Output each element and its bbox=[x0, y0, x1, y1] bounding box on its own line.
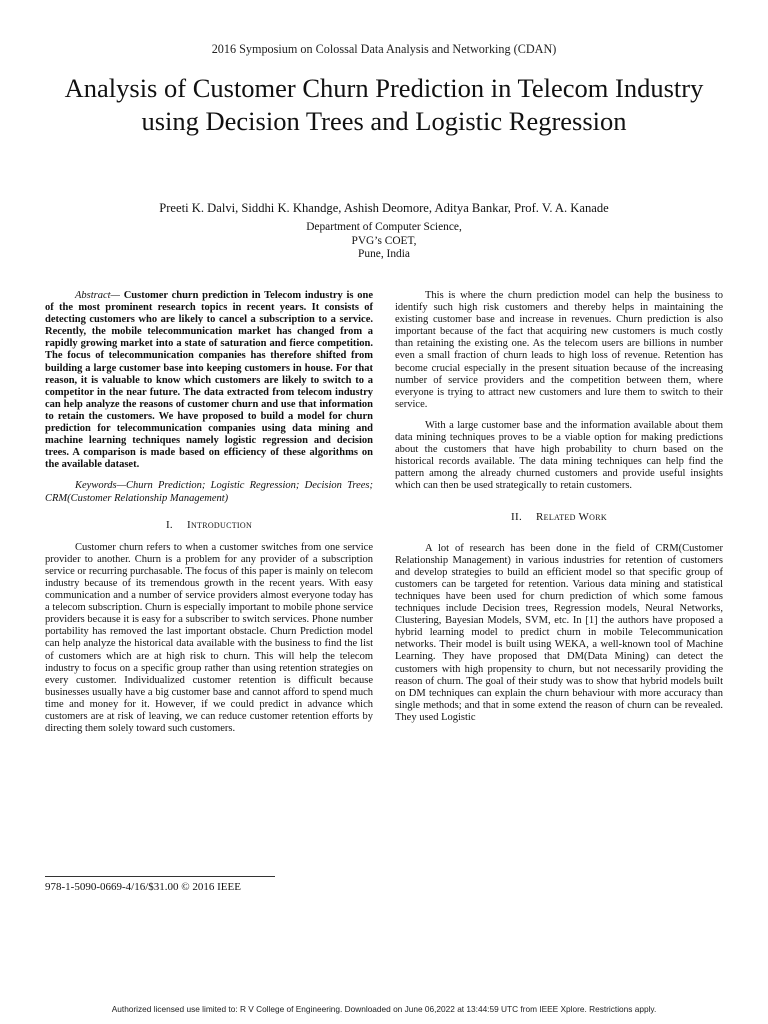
affiliation bbox=[0, 221, 768, 262]
section-title: Introduction bbox=[186, 518, 253, 531]
affiliation-city: Pune, India bbox=[358, 248, 410, 260]
abstract-lead: Abstract— bbox=[75, 290, 120, 301]
right-column bbox=[395, 290, 723, 733]
right-paragraph-1: This is where the churn prediction model can help the business to identify such high risk customers and thereby helps in maintaining the existing customer base and increase in revenues. Churn prediction is also important because of the fact that acquiring new customers is much costly than retaining the existing one. As the telecom users are billions in number even a small fraction of churn leads to high loss of revenue. Retention has become crucial especially in the present situation because of the increasing number of service providers and the competition between them, where everyone is trying to attract new customers and lure them to switch to their service. bbox=[395, 290, 723, 410]
footnote-divider bbox=[45, 876, 275, 877]
section-number: I. bbox=[165, 518, 173, 531]
keywords: Keywords—Churn Prediction; Logistic Regression; Decision Trees; CRM(Customer Relationship Management) bbox=[45, 480, 373, 504]
section-heading-introduction bbox=[45, 519, 373, 531]
abstract bbox=[45, 290, 373, 471]
author-list: Preeti K. Dalvi, Siddhi K. Khandge, Ashish Deomore, Aditya Bankar, Prof. V. A. Kanade bbox=[159, 201, 609, 215]
conference-header: 2016 Symposium on Colossal Data Analysis and Networking (CDAN) bbox=[211, 42, 557, 56]
right-paragraph-2: With a large customer base and the information available about them data mining techniques proves to be a viable option for making predictions about the customers that have high probability to churn based on the historical records available. The data mining techniques can help find the pattern among the already churned customers and provide useful insights which can then be used strategically to retain customers. bbox=[395, 419, 723, 492]
related-work-paragraph: A lot of research has been done in the field of CRM(Customer Relationship Management) in various industries for retention of customers and develop strategies to build an efficient model so that specific group of customers can be targeted for retention. Various data mining and statistical techniques have been used for churn prediction of which some famous techniques include Decision trees, Regression models, Neural Networks, Clustering, Bayesian Models, SVM, etc. In [1] the authors have proposed a hybrid learning model to predict churn in mobile Telecommunication networks. Their model is built using WEKA, a well-known tool of Machine Learning. They have proposed that DM(Data Mining) can detect the customers with high propensity to churn, but not necessarily providing the reason of churn. The goal of their study was to show that hybrid models built on DM techniques can explain the churn behaviour with more accuracy than single methods; and that in some extend the reason of churn can be revealed. They used Logistic bbox=[395, 542, 723, 723]
copyright-footnote: 978-1-5090-0669-4/16/$31.00 © 2016 IEEE bbox=[45, 881, 241, 893]
paper-title: Analysis of Customer Churn Prediction in Telecom Industry using Decision Trees and Logistic Regression bbox=[64, 73, 704, 136]
section-title: Related Work bbox=[536, 510, 607, 523]
left-column bbox=[45, 290, 373, 744]
section-number: II. bbox=[511, 510, 522, 523]
introduction-paragraph: Customer churn refers to when a customer switches from one service provider to another. Churn is a problem for any provider of a subscription service or recurring purchasable. The focus of this paper is mainly on telecom industry because of its tremendous growth in the recent years. With easy communication and a number of service providers almost everyone today has a telecom subscription. Churn is especially important to mobile phone service providers because it is easy for a subscriber to switch services. Phone number portability has removed the last important obstacle. Churn Prediction model can help analyze the historical data available with the business to find the list of customers which are at high risk to churn. This will help the telecom industry to focus on a specific group rather than using retention strategies on every customer. Individualized customer retention is difficult because businesses usually have a big customer base and cannot afford to spend much time and money for it. However, if we could predict in advance which customers are at risk of leaving, we can reduce customer retention efforts by directing them solely toward such customers. bbox=[45, 541, 373, 735]
abstract-text: Customer churn prediction in Telecom industry is one of the most prominent research topics in recent years. It consists of detecting customers who are likely to cancel a subscription to a service. Recently, the mobile telecommunication market has changed from a rapidly growing market into a state of saturation and fierce competition. The focus of telecommunication companies has therefore shifted from building a large customer base into keeping customers in house. For that reason, it is valuable to know which customers are likely to switch to a competitor in the near future. The data extracted from telecom industry can help analyze the reasons of customer churn and use that information to retain the customers. We have proposed to build a model for churn prediction for telecommunication companies using data mining and machine learning techniques namely logistic regression and decision trees. A comparison is made based on efficiency of these algorithms on the available dataset. bbox=[45, 290, 373, 471]
affiliation-department: Department of Computer Science, bbox=[306, 221, 462, 233]
affiliation-institute: PVG’s COET, bbox=[351, 234, 417, 247]
section-heading-related-work bbox=[395, 511, 723, 523]
download-notice: Authorized licensed use limited to: R V College of Engineering. Downloaded on June 06,2022 at 13:44:59 UTC from IEEE Xplore. Restrictions apply. bbox=[111, 1004, 657, 1014]
